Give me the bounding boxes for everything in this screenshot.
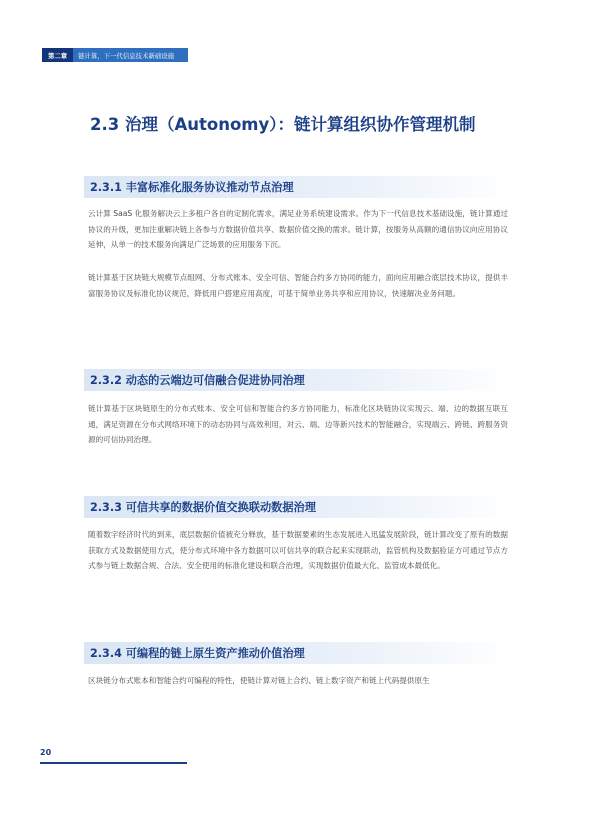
subsection-heading-text: 2.3.2 动态的云端边可信融合促进协同治理 xyxy=(90,374,305,387)
subsection-heading-2-3-2 xyxy=(84,369,514,391)
chapter-label: 第二章 xyxy=(42,48,73,62)
paragraph: 随着数字经济时代的到来，底层数据价值被充分释放，基于数据要素的生态发展进入迅猛发展阶段，链计算改变了原有的数据获取方式及数据使用方式，使分布式环境中各方数据可以可信共享的联合起来实现联动，监管机构及数据验证方可通过节点方式参与链上数据合规、合法、安全使用的标准化建设和联合治理，实现数据价值最大化、监管成本最低化。 xyxy=(88,530,508,570)
subsection-heading-2-3-3 xyxy=(84,496,514,518)
subsection-heading-2-3-1 xyxy=(84,176,514,198)
footer-divider xyxy=(40,762,187,764)
section-title: 2.3 治理（Autonomy）：链计算组织协作管理机制 xyxy=(90,115,476,134)
chapter-header xyxy=(42,48,188,62)
subsection-heading-2-3-4 xyxy=(84,642,514,664)
page-number: 20 xyxy=(40,748,52,757)
subsection-heading-text: 2.3.1 丰富标准化服务协议推动节点治理 xyxy=(90,181,294,194)
paragraph: 云计算 SaaS 化服务解决云上多租户各自的定制化需求，满足业务系统建设需求。作为下一代信息技术基础设施，链计算通过协议的升级，更加注重解决链上各参与方数据价值共享、数据价值交换的需求。链计算，按服务从高额的通信协议向应用协议延伸，从单一的技术服务向满足广泛场景的应用服务下沉。 xyxy=(88,209,508,249)
chapter-title: 链计算，下一代信息技术新础设施 xyxy=(73,48,188,62)
subsection-heading-text: 2.3.4 可编程的链上原生资产推动价值治理 xyxy=(90,647,305,660)
paragraph: 链计算基于区块链大规模节点组网、分布式账本、安全可信、智能合约多方协同的能力，面向应用融合底层技术协议，提供丰富服务协议及标准化协议规范，降低用户搭建应用高度，可基于简单业务共享和应用协议，快速解决业务问题。 xyxy=(88,273,508,298)
paragraph: 链计算基于区块链原生的分布式账本、安全可信和智能合约多方协同能力，标准化区块链协议实现云、端、边的数据互联互通，满足资源在分布式网络环境下的动态协同与高效利用，对云、端、边等新兴技术的智能融合，实现端云、跨链、跨服务资源的可信协同治理。 xyxy=(88,404,508,444)
paragraph: 区块链分布式账本和智能合约可编程的特性，使链计算对链上合约、链上数字资产和链上代码提供原生 xyxy=(88,676,430,685)
subsection-heading-text: 2.3.3 可信共享的数据价值交换联动数据治理 xyxy=(90,501,316,514)
